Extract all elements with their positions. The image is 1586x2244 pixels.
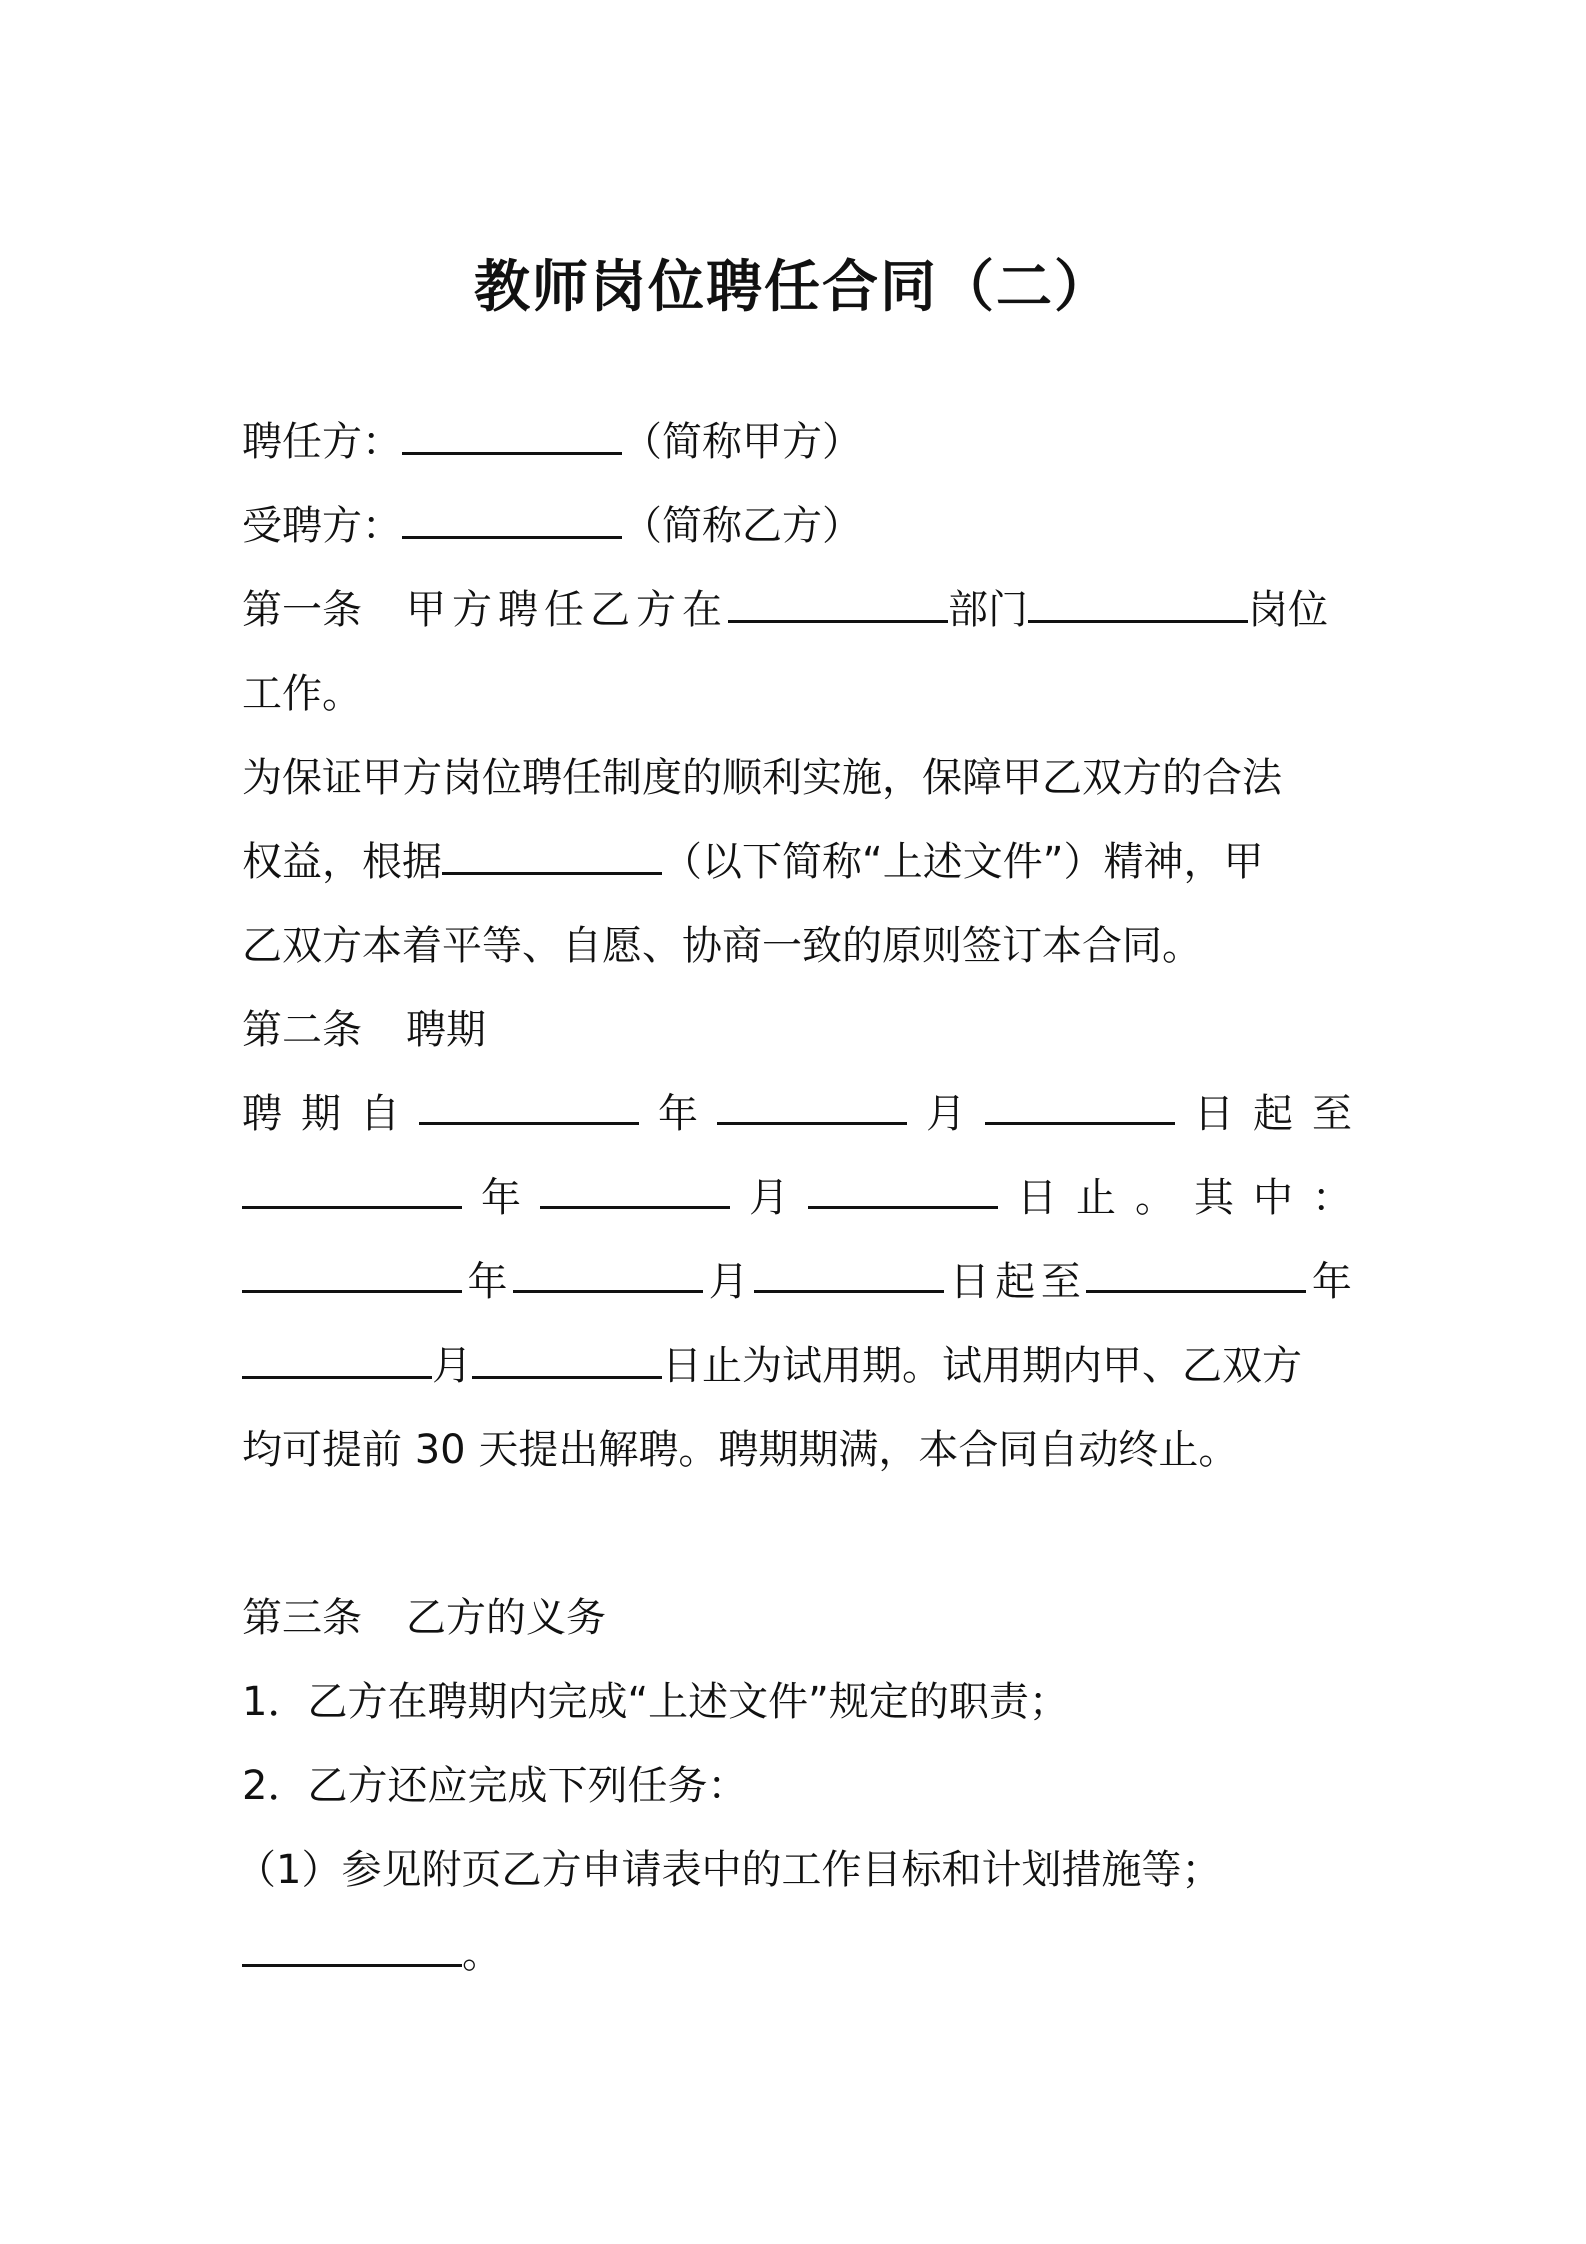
term-word: ： — [1312, 1175, 1352, 1221]
article1-heading: 第一条 — [242, 587, 362, 633]
article3-heading-line — [242, 1588, 1352, 1648]
term-word: 至 — [1312, 1091, 1352, 1137]
probation-start-day-blank[interactable] — [754, 1252, 944, 1293]
term-word: 年 — [481, 1175, 521, 1221]
term-word: 中 — [1253, 1175, 1293, 1221]
article1-line — [242, 580, 1352, 640]
article3-heading: 第三条 — [242, 1595, 362, 1641]
term-line-5: 均可提前 30 天提出解聘。聘期期满，本合同自动终止。 — [242, 1427, 1239, 1473]
term-word: 期 — [301, 1091, 341, 1137]
term-word: 月 — [749, 1175, 789, 1221]
term-word: 日 — [1017, 1175, 1057, 1221]
probation-end-month-blank[interactable] — [242, 1338, 432, 1379]
start-year-blank[interactable] — [419, 1084, 639, 1125]
article3-item-2: 2．乙方还应完成下列任务： — [242, 1763, 748, 1809]
term-line-1 — [242, 1084, 1352, 1144]
employer-blank[interactable] — [402, 414, 622, 455]
preamble-line-2 — [242, 832, 1352, 892]
employee-blank[interactable] — [402, 498, 622, 539]
preamble-text-b: （以下简称“上述文件”）精神，甲 — [662, 839, 1264, 885]
department-blank[interactable] — [728, 582, 948, 623]
term-line-4 — [242, 1336, 1352, 1396]
term-word: 月 — [926, 1091, 966, 1137]
article1-text: 甲方聘任乙方在 — [406, 587, 728, 633]
employee-line — [242, 496, 1352, 556]
start-day-blank[interactable] — [985, 1084, 1175, 1125]
article1-dept: 部门 — [948, 587, 1028, 633]
start-month-blank[interactable] — [717, 1084, 907, 1125]
term-word: 年 — [658, 1091, 698, 1137]
article2-subject: 聘期 — [406, 1007, 486, 1053]
term-word: 年 — [467, 1259, 508, 1305]
document-title: 教师岗位聘任合同（二） — [474, 255, 1112, 320]
term-word: 。 — [1135, 1175, 1175, 1221]
end-mark: 。 — [462, 1931, 502, 1977]
probation-start-year-blank[interactable] — [242, 1252, 462, 1293]
term-line-4-text: 日止为试用期。试用期内甲、乙双方 — [662, 1343, 1302, 1389]
term-word: 至 — [1040, 1259, 1081, 1305]
article3-extra-task-line — [242, 1924, 1352, 1984]
article2-heading: 第二条 — [242, 1007, 362, 1053]
term-word: 自 — [360, 1091, 400, 1137]
basis-document-blank[interactable] — [442, 834, 662, 875]
term-word: 月 — [432, 1343, 472, 1389]
employer-suffix: （简称甲方） — [622, 419, 862, 465]
article3-subject: 乙方的义务 — [406, 1595, 606, 1641]
term-word: 聘 — [242, 1091, 282, 1137]
term-word: 止 — [1076, 1175, 1116, 1221]
post-blank[interactable] — [1028, 582, 1248, 623]
end-year-blank[interactable] — [242, 1168, 462, 1209]
term-word: 月 — [708, 1259, 749, 1305]
article1-post: 岗位 — [1248, 587, 1328, 633]
term-word: 年 — [1311, 1259, 1352, 1305]
employer-label: 聘任方： — [242, 419, 402, 465]
preamble-line-3: 乙双方本着平等、自愿、协商一致的原则签订本合同。 — [242, 923, 1202, 969]
probation-end-day-blank[interactable] — [472, 1338, 662, 1379]
employer-line — [242, 412, 1352, 472]
article1-cont: 工作。 — [242, 671, 362, 717]
probation-start-month-blank[interactable] — [513, 1252, 703, 1293]
article3-item-1: 1．乙方在聘期内完成“上述文件”规定的职责； — [242, 1679, 1069, 1725]
employee-suffix: （简称乙方） — [622, 503, 862, 549]
term-line-3 — [242, 1252, 1352, 1312]
term-word: 日 — [1194, 1091, 1234, 1137]
end-month-blank[interactable] — [540, 1168, 730, 1209]
end-day-blank[interactable] — [808, 1168, 998, 1209]
term-line-2 — [242, 1168, 1352, 1228]
preamble-line-1: 为保证甲方岗位聘任制度的顺利实施，保障甲乙双方的合法 — [242, 755, 1282, 801]
preamble-text-a: 权益，根据 — [242, 839, 442, 885]
probation-end-year-blank[interactable] — [1086, 1252, 1306, 1293]
article2-heading-line — [242, 1000, 1352, 1060]
term-word: 起 — [995, 1259, 1036, 1305]
term-word: 其 — [1194, 1175, 1234, 1221]
term-word: 日 — [949, 1259, 990, 1305]
extra-task-blank[interactable] — [242, 1926, 462, 1967]
article3-item-2-1: （1）参见附页乙方申请表中的工作目标和计划措施等； — [236, 1847, 1222, 1893]
term-word: 起 — [1253, 1091, 1293, 1137]
employee-label: 受聘方： — [242, 503, 402, 549]
